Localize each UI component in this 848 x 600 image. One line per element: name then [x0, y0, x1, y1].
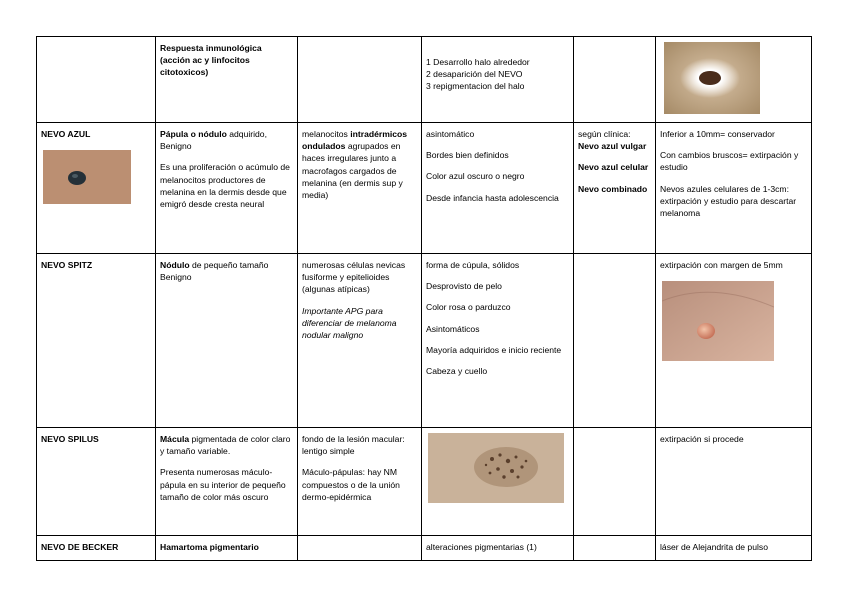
pathogenesis-text: adquirido, Benigno — [160, 129, 267, 152]
histology-cell — [298, 37, 422, 123]
clinical-item: Color azul oscuro o negro — [426, 171, 525, 182]
clinical-item: asintomático — [426, 129, 475, 139]
row-name-cell — [37, 536, 156, 561]
clinical-cell — [422, 123, 574, 254]
histology-note: Importante APG para diferenciar de melanoma nodular maligno — [302, 305, 397, 341]
histology-text: numerosas células nevicas fusiforme y epitelioides (algunas atípicas) — [302, 260, 406, 295]
clinical-item: Mayoría adquiridos e inicio reciente — [426, 344, 562, 355]
treatment-cell — [656, 254, 812, 428]
table-row — [37, 254, 812, 428]
pathogenesis-cell — [156, 428, 298, 536]
clinical-item: Color rosa o parduzco — [426, 302, 511, 313]
histology-cell — [298, 536, 422, 561]
histology-item: Máculo-pápulas: hay NM compuestos o de la unión dermo-epidérmica — [302, 467, 400, 502]
pathogenesis-text: de pequeño tamaño Benigno — [160, 260, 269, 283]
clinical-item: Bordes bien definidos — [426, 150, 509, 161]
clinical-item: Asintomáticos — [426, 323, 480, 334]
clinical-item: forma de cúpula, sólidos — [426, 260, 520, 270]
pathogenesis-cell — [156, 254, 298, 428]
pathogenesis-bold: Nódulo — [160, 260, 190, 270]
types-cell — [574, 536, 656, 561]
spitz-nevus-photo — [662, 281, 774, 361]
treatment-cell — [656, 536, 812, 561]
histology-cell — [298, 254, 422, 428]
table-row — [37, 123, 812, 254]
pathogenesis-cell — [156, 536, 298, 561]
treatment-item: láser de Alejandrita de pulso — [660, 542, 768, 552]
table-row — [37, 428, 812, 536]
types-cell — [574, 428, 656, 536]
histology-cell — [298, 123, 422, 254]
pathogenesis-bold: Hamartoma pigmentario — [160, 542, 259, 552]
clinical-item: 2 desaparición del NEVO — [426, 69, 523, 80]
pathogenesis-text: pigmentada de color claro y tamaño variable. — [160, 434, 291, 457]
types-cell — [574, 37, 656, 123]
pathogenesis-bold: Mácula — [160, 434, 190, 444]
row-name: NEVO SPILUS — [41, 434, 99, 444]
histology-bold: intradérmicos ondulados — [302, 129, 408, 152]
clinical-item: 1 Desarrollo halo alrededor — [426, 57, 530, 67]
row-name: NEVO AZUL — [41, 129, 91, 139]
type-item: Nevo combinado — [578, 183, 648, 194]
pathogenesis-extra: Presenta numerosas máculo-pápula en su interior de pequeño tamaño de color más oscuro — [160, 467, 286, 502]
clinical-item: 3 repigmentacion del halo — [426, 81, 525, 92]
histology-pre: melanocitos — [302, 129, 351, 139]
pathogenesis-bold: Respuesta inmunológica (acción ac y linfocitos citotoxicos) — [160, 43, 262, 78]
type-item: Nevo azul vulgar — [578, 141, 647, 152]
types-cell — [574, 254, 656, 428]
treatment-cell — [656, 428, 812, 536]
pathogenesis-extra: Es una proliferación o acúmulo de melanocitos productores de melanina en la dermis desde que emigró desde cresta neural — [160, 162, 290, 210]
spilus-nevus-photo — [428, 433, 564, 503]
treatment-item: Inferior a 10mm= conservador — [660, 129, 775, 139]
clinical-item: alteraciones pigmentarias (1) — [426, 542, 537, 552]
clinical-cell — [422, 536, 574, 561]
treatment-cell — [656, 37, 812, 123]
pathogenesis-bold: Pápula o nódulo — [160, 129, 227, 139]
treatment-cell — [656, 123, 812, 254]
treatment-item: extirpación con margen de 5mm — [660, 260, 783, 270]
clinical-cell — [422, 254, 574, 428]
histology-item: fondo de la lesión macular: lentigo simple — [302, 434, 405, 457]
pathogenesis-cell — [156, 37, 298, 123]
row-name-cell — [37, 123, 156, 254]
clinical-item: Desde infancia hasta adolescencia — [426, 192, 559, 203]
clinical-cell — [422, 37, 574, 123]
row-name-cell — [37, 428, 156, 536]
clinical-item: Cabeza y cuello — [426, 366, 488, 377]
treatment-item: Nevos azules celulares de 1-3cm: extirpación y estudio para descartar melanoma — [660, 183, 797, 219]
row-name-cell — [37, 37, 156, 123]
clinical-item: Desprovisto de pelo — [426, 281, 502, 292]
treatment-item: Con cambios bruscos= extirpación y estudio — [660, 150, 799, 173]
clinical-cell — [422, 428, 574, 536]
histology-post: agrupados en haces irregulares junto a macrofagos cargados de melanina (en dermis sup y media) — [302, 141, 403, 201]
nevus-table — [36, 36, 812, 561]
histology-cell — [298, 428, 422, 536]
pathogenesis-cell — [156, 123, 298, 254]
row-name: NEVO DE BECKER — [41, 542, 119, 552]
halo-nevus-photo — [664, 42, 760, 114]
table-row — [37, 37, 812, 123]
treatment-item: extirpación si procede — [660, 434, 744, 444]
row-name-cell — [37, 254, 156, 428]
types-cell — [574, 123, 656, 254]
table-row — [37, 536, 812, 561]
types-intro: según clínica: — [578, 129, 631, 139]
type-item: Nevo azul celular — [578, 162, 649, 173]
blue-nevus-photo — [43, 150, 131, 204]
row-name: NEVO SPITZ — [41, 260, 93, 270]
